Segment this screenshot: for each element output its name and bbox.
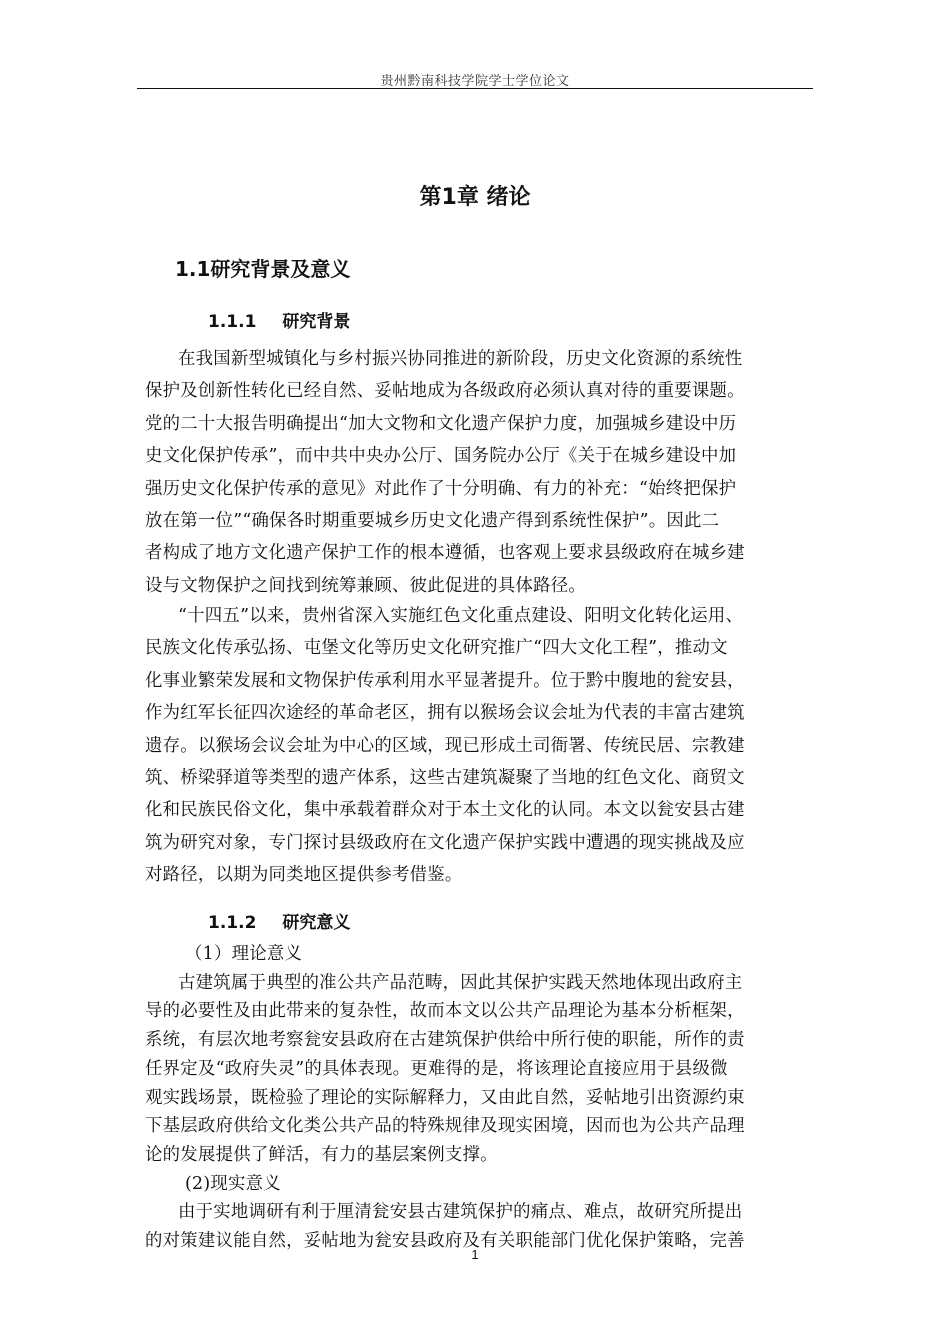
text-line: 者构成了地方文化遗产保护工作的根本遵循，也客观上要求县级政府在城乡建 — [145, 543, 745, 564]
text-line: 系统，有层次地考察瓮安县政府在古建筑保护供给中所行使的职能，所作的责 — [145, 1030, 745, 1051]
text-line: 导的必要性及由此带来的复杂性，故而本文以公共产品理论为基本分析框架， — [145, 1001, 745, 1022]
text-line: 史文化保护传承”，而中共中央办公厅、国务院办公厅《关于在城乡建设中加 — [145, 446, 737, 467]
paragraph-background-1 — [145, 343, 807, 602]
text-line: 民族文化传承弘扬、屯堡文化等历史文化研究推广“四大文化工程”，推动文 — [145, 638, 728, 659]
text-line: 党的二十大报告明确提出“加大文物和文化遗产保护力度，加强城乡建设中历 — [145, 413, 737, 434]
text-line: 任界定及“政府失灵”的具体表现。更难得的是，将该理论直接应用于县级微 — [145, 1058, 728, 1079]
text-line: 化和民族民俗文化，集中承载着群众对于本土文化的认同。本文以瓮安县古建 — [145, 800, 745, 821]
subsection-title: 研究意义 — [282, 913, 351, 933]
text-line: “十四五”以来，贵州省深入实施红色文化重点建设、阳明文化转化运用、 — [178, 606, 744, 626]
item-heading-theory: （1）理论意义 — [185, 944, 303, 964]
section-heading-1-1: 1.1研究背景及意义 — [175, 257, 351, 281]
text-line: 筑、桥梁驿道等类型的遗产体系，这些古建筑凝聚了当地的红色文化、商贸文 — [145, 768, 745, 789]
text-line: 观实践场景，既检验了理论的实际解释力，又由此自然，妥帖地引出资源约束 — [145, 1087, 745, 1108]
text-line: 放在第一位”“确保各时期重要城乡历史文化遗产得到系统性保护”。因此二 — [145, 511, 720, 532]
header-divider — [137, 88, 813, 89]
significance-section — [145, 940, 807, 1256]
text-line: 论的发展提供了鲜活，有力的基层案例支撑。 — [145, 1144, 498, 1165]
text-line: 遗存。以猴场会议会址为中心的区域，现已形成土司衙署、传统民居、宗教建 — [145, 735, 745, 756]
text-line: 古建筑属于典型的准公共产品范畴，因此其保护实践天然地体现出政府主 — [178, 972, 743, 993]
text-line: 化事业繁荣发展和文物保护传承利用水平显著提升。位于黔中腹地的瓮安县， — [145, 670, 745, 691]
subsection-title: 研究背景 — [282, 312, 351, 332]
subsection-number: 1.1.1 — [208, 312, 257, 332]
page-number: 1 — [471, 1247, 479, 1262]
text-line: 的对策建议能自然，妥帖地为瓮安县政府及有关职能部门优化保护策略，完善 — [145, 1231, 745, 1252]
text-line: 对路径，以期为同类地区提供参考借鉴。 — [145, 865, 463, 886]
text-line: 强历史文化保护传承的意见》对此作了十分明确、有力的补充：“始终把保护 — [145, 478, 737, 499]
text-line: 筑为研究对象，专门探讨县级政府在文化遗产保护实践中遭遇的现实挑战及应 — [145, 832, 745, 853]
subsection-number: 1.1.2 — [208, 913, 257, 933]
text-line: 保护及创新性转化已经自然、妥帖地成为各级政府必须认真对待的重要课题。 — [145, 381, 745, 402]
subsection-heading-1-1-2 — [208, 908, 350, 933]
chapter-title: 第1章 绪论 — [419, 185, 531, 210]
subsection-heading-1-1-1 — [208, 307, 350, 332]
text-line: 由于实地调研有利于厘清瓮安县古建筑保护的痛点、难点，故研究所提出 — [178, 1202, 743, 1223]
text-line: 下基层政府供给文化类公共产品的特殊规律及现实困境，因而也为公共产品理 — [145, 1116, 745, 1137]
item-heading-practice: (2)现实意义 — [185, 1173, 281, 1194]
text-line: 设与文物保护之间找到统筹兼顾、彼此促进的具体路径。 — [145, 575, 587, 596]
text-line: 在我国新型城镇化与乡村振兴协同推进的新阶段，历史文化资源的系统性 — [178, 349, 743, 369]
running-header: 贵州黔南科技学院学士学位论文 — [380, 74, 570, 89]
text-line: 作为红军长征四次途经的革命老区，拥有以猴场会议会址为代表的丰富古建筑 — [145, 703, 745, 724]
paragraph-background-2 — [145, 600, 807, 892]
